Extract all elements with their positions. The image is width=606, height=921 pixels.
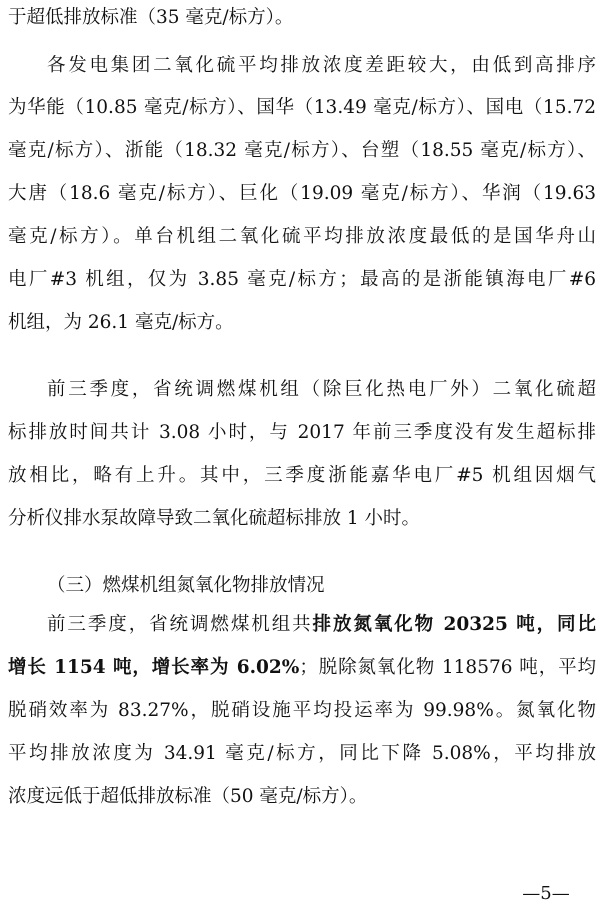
paragraph-line: 浓度远低于超低排放标准（50 毫克/标方）。: [8, 786, 368, 807]
paragraph-line: 各发电集团二氧化硫平均排放浓度差距较大，由低到高排序: [47, 55, 596, 76]
text-normal: ；脱除氮氧化物 118576 吨，平均: [299, 657, 596, 678]
paragraph-line: 机组，为 26.1 毫克/标方。: [8, 312, 234, 333]
paragraph-line: 为华能（10.85 毫克/标方）、国华（13.49 毫克/标方）、国电（15.72: [8, 97, 596, 118]
paragraph-line: 平均排放浓度为 34.91 毫克/标方，同比下降 5.08%，平均排放: [8, 743, 596, 764]
text-normal: 前三季度，省统调燃煤机组共: [47, 614, 313, 635]
page-number: —5—: [522, 883, 570, 904]
paragraph-line: [47, 611, 596, 639]
paragraph-line: 于超低排放标准（35 毫克/标方）。: [8, 7, 294, 28]
paragraph-line: [8, 654, 596, 682]
paragraph-line: 脱硝效率为 83.27%，脱硝设施平均投运率为 99.98%。氮氧化物: [8, 700, 596, 721]
section-heading: （三）燃煤机组氮氧化物排放情况: [47, 575, 325, 596]
paragraph-line: 放相比，略有上升。其中，三季度浙能嘉华电厂#5 机组因烟气: [8, 465, 596, 486]
paragraph-line: 标排放时间共计 3.08 小时，与 2017 年前三季度没有发生超标排: [8, 422, 596, 443]
text-bold: 增长 1154 吨，增长率为 6.02%: [8, 657, 300, 678]
paragraph-line: 分析仪排水泵故障导致二氧化硫超标排放 1 小时。: [8, 508, 421, 529]
text-bold: 排放氮氧化物 20325 吨，同比: [312, 614, 596, 635]
paragraph-line: 电厂#3 机组，仅为 3.85 毫克/标方；最高的是浙能镇海电厂#6: [8, 269, 596, 290]
paragraph-line: 大唐（18.6 毫克/标方）、巨化（19.09 毫克/标方）、华润（19.63: [8, 183, 596, 204]
paragraph-line: 毫克/标方）。单台机组二氧化硫平均排放浓度最低的是国华舟山: [8, 226, 596, 247]
paragraph-line: 前三季度，省统调燃煤机组（除巨化热电厂外）二氧化硫超: [47, 379, 596, 400]
paragraph-line: 毫克/标方）、浙能（18.32 毫克/标方）、台塑（18.55 毫克/标方）、: [8, 140, 596, 161]
